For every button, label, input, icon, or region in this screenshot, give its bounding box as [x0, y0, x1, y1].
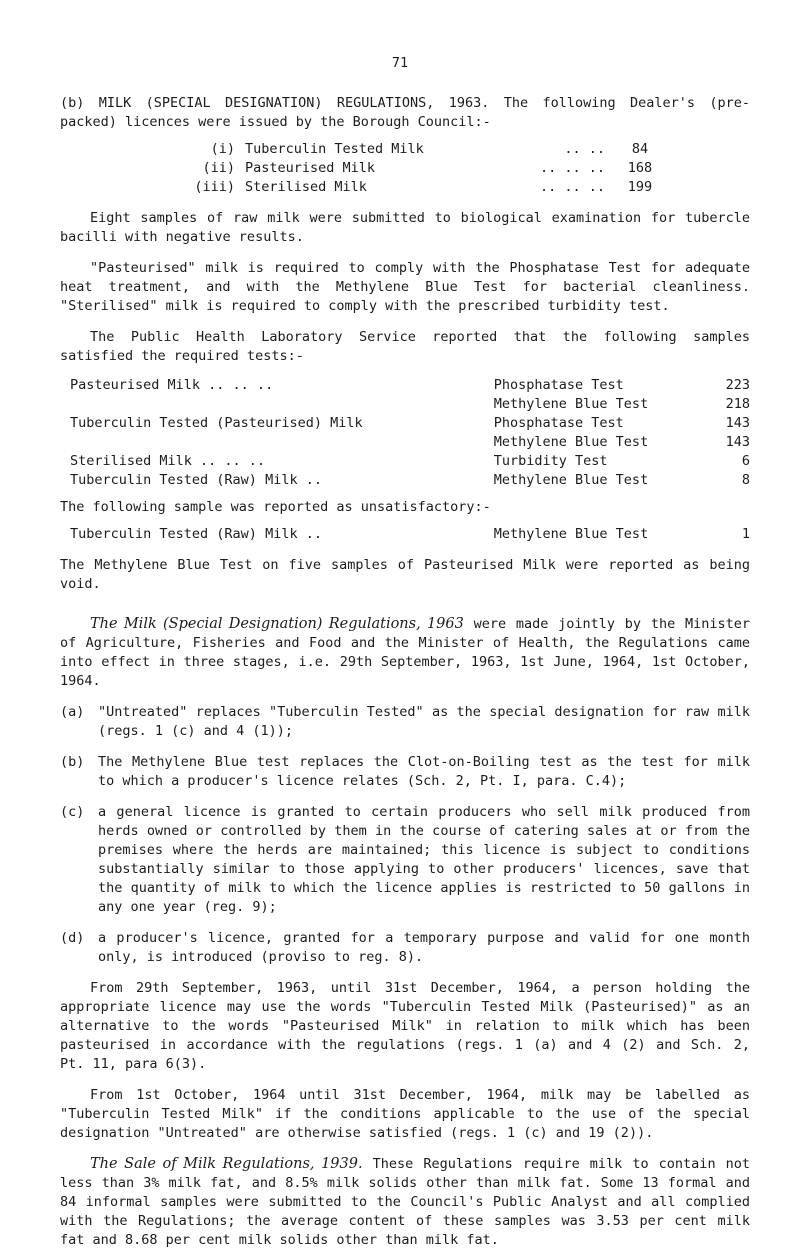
licence-dots: .. .. [564, 141, 605, 157]
document-page [60, 54, 750, 1250]
table-row [70, 414, 750, 433]
item-text: "Untreated" replaces "Tuberculin Tested" as the special designation for raw milk (regs. 1 (c) and 4 (1)); [98, 704, 750, 739]
unsatisfactory-heading: The following sample was reported as unsatisfactory:- [60, 499, 491, 515]
item-text: The Methylene Blue test replaces the Clot-on-Boiling test as the test for milk to which a producer's licence relates (Sch. 2, Pt. I, para. C.4); [98, 754, 750, 789]
list-item [60, 703, 750, 741]
licence-value: 168 [627, 160, 653, 176]
item-marker: (c) [60, 804, 85, 820]
list-item [60, 929, 750, 967]
test-name: Phosphatase Test [493, 415, 624, 431]
test-name: Methylene Blue Test [493, 526, 649, 542]
licence-number: (i) [210, 141, 235, 157]
licence-label: Tuberculin Tested Milk [245, 141, 424, 157]
table-row [70, 471, 750, 490]
regulation-title: The Milk (Special Designation) Regulations, 1963 [90, 616, 464, 632]
sale-of-milk-paragraph [60, 1155, 750, 1250]
test-count: 6 [741, 453, 750, 469]
pasteurised-labelling-paragraph: From 29th September, 1963, until 31st December, 1964, a person holding the appropriate licence may use the words "Tuberculin Tested Milk (Pasteurised)" as an alternative to the words "Pasteurised Milk" in relation to milk which has been pasteurised in accordance with the regulations (regs. 1 (a) and 4 (2) and Sch. 2, Pt. 11, para 6(3). [60, 980, 750, 1072]
test-count: 1 [741, 526, 750, 542]
milk-type: Pasteurised Milk .. .. .. [70, 377, 274, 393]
milk-type: Tuberculin Tested (Raw) Milk .. [70, 526, 322, 542]
item-marker: (b) [60, 754, 85, 770]
dealer-licences-paragraph: (b) MILK (SPECIAL DESIGNATION) REGULATIONS, 1963. The following Dealer's (pre-packed) licences were issued by the Borough Council:- [60, 95, 750, 130]
requirements-paragraph: "Pasteurised" milk is required to comply with the Phosphatase Test for adequate heat treatment, and with the Methylene Blue Test for bacterial cleanliness. "Sterilised" milk is required to comply with the prescribed turbidity test. [60, 260, 750, 314]
licence-value: 84 [631, 141, 649, 157]
table-row [70, 452, 750, 471]
item-marker: (a) [60, 704, 85, 720]
table-row [70, 433, 750, 452]
item-marker: (d) [60, 930, 85, 946]
milk-type: Tuberculin Tested (Pasteurised) Milk [70, 415, 363, 431]
item-text: a general licence is granted to certain producers who sell milk produced from herds owned or controlled by them in the course of catering sales at or from the premises where the herds are maintained; this licence is subject to conditions substantially similar to those applying to other producers' licences, save that the quantity of milk to which the licence applies is restricted to 50 gallons in any one year (reg. 9); [98, 804, 750, 915]
table-row [70, 395, 750, 414]
test-count: 223 [725, 377, 750, 393]
list-item [60, 803, 750, 917]
licence-number: (iii) [194, 179, 235, 195]
licence-label: Sterilised Milk [245, 179, 367, 195]
test-count: 143 [725, 415, 750, 431]
licence-number: (ii) [202, 160, 235, 176]
special-designation-paragraph [60, 615, 750, 691]
untreated-labelling-paragraph: From 1st October, 1964 until 31st December, 1964, milk may be labelled as "Tuberculin Tested Milk" if the conditions applicable to the use of the special designation "Untreated" are otherwise satisfied (regs. 1 (c) and 19 (2)). [60, 1087, 750, 1141]
regulation-title: The Sale of Milk Regulations, 1939. [90, 1156, 363, 1172]
test-count: 218 [725, 396, 750, 412]
milk-type: Tuberculin Tested (Raw) Milk .. [70, 472, 322, 488]
licence-row [60, 140, 750, 159]
test-count: 8 [741, 472, 750, 488]
licence-label: Pasteurised Milk [245, 160, 376, 176]
test-name: Phosphatase Test [493, 377, 624, 393]
raw-milk-paragraph: Eight samples of raw milk were submitted to biological examination for tubercle bacilli with negative results. [60, 210, 750, 245]
licence-row [60, 159, 750, 178]
tests-table [60, 376, 750, 490]
changes-list [60, 703, 750, 967]
licence-dots: .. .. .. [539, 160, 605, 176]
void-tests-paragraph: The Methylene Blue Test on five samples of Pasteurised Milk were reported as being void. [60, 557, 750, 592]
licence-row [60, 178, 750, 197]
test-name: Methylene Blue Test [493, 396, 649, 412]
licences-list [60, 140, 750, 197]
test-name: Methylene Blue Test [493, 434, 649, 450]
regulation-text: These Regulations require milk to contain not less than 3% milk fat, and 8.5% milk solids other than milk fat. Some 13 formal and 84 informal samples were submitted to the Council's Public Analyst and all complied with the Regulations; the average content of these samples was 3.53 per cent milk fat and 8.68 per cent milk solids other than milk fat. [60, 1156, 751, 1248]
item-text: a producer's licence, granted for a temporary purpose and valid for one month only, is introduced (proviso to reg. 8). [98, 930, 750, 965]
table-row [70, 376, 750, 395]
test-name: Turbidity Test [493, 453, 608, 469]
milk-type: Sterilised Milk .. .. .. [70, 453, 266, 469]
unsatisfactory-row [60, 525, 750, 544]
licence-value: 199 [627, 179, 653, 195]
test-name: Methylene Blue Test [493, 472, 649, 488]
regulation-text: were made jointly by the Minister of Agriculture, Fisheries and Food and the Minister of Health, the Regulations came into effect in three stages, i.e. 29th September, 1963, 1st June, 1964, 1st October, 1964. [60, 616, 750, 689]
test-count: 143 [725, 434, 750, 450]
page-number: 71 [391, 55, 409, 71]
licence-dots: .. .. .. [539, 179, 605, 195]
laboratory-paragraph: The Public Health Laboratory Service reported that the following samples satisfied the required tests:- [60, 329, 750, 364]
list-item [60, 753, 750, 791]
